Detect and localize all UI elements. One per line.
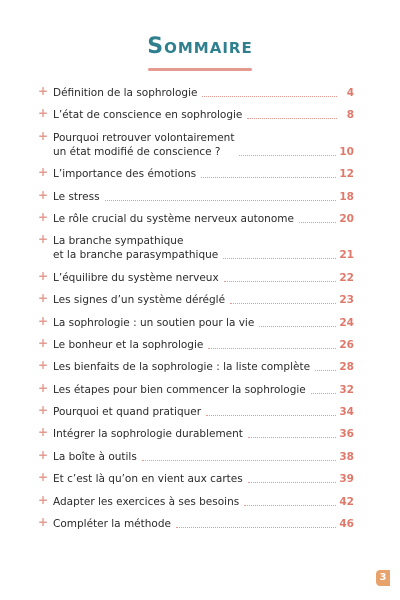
dot-leader [239, 155, 336, 156]
toc-page-number: 18 [339, 190, 354, 203]
toc-page-number: 39 [339, 473, 354, 486]
plus-icon: + [38, 380, 49, 395]
toc-page-number: 8 [346, 109, 354, 122]
plus-icon: + [38, 165, 49, 180]
plus-icon: + [38, 209, 49, 224]
toc-page-number: 46 [339, 518, 354, 531]
toc-page-number: 22 [339, 271, 354, 284]
dot-leader [248, 482, 337, 483]
toc-entry-title-line: Les signes d’un système déréglé [53, 294, 226, 307]
dot-leader [259, 326, 336, 327]
toc-entry[interactable] [38, 293, 354, 307]
dot-leader [315, 370, 336, 371]
toc-entry[interactable] [38, 167, 354, 181]
toc-page-number: 34 [339, 406, 354, 419]
toc-page-number: 36 [339, 428, 354, 441]
dot-leader [176, 527, 336, 528]
plus-icon: + [38, 128, 49, 143]
plus-icon: + [38, 492, 49, 507]
plus-icon: + [38, 291, 49, 306]
dot-leader [206, 415, 336, 416]
dot-leader [208, 348, 336, 349]
toc-entry-title-line: La boîte à outils [53, 450, 137, 463]
toc-page-number: 26 [339, 338, 354, 351]
toc-entry[interactable] [38, 128, 354, 159]
dot-leader [202, 96, 337, 97]
toc-entry-title-line: et la branche parasympathique [53, 249, 219, 262]
plus-icon: + [38, 447, 49, 462]
toc-entry[interactable] [38, 209, 354, 226]
toc-entry-title [53, 495, 239, 509]
toc-entry-title-line: L’importance des émotions [53, 168, 197, 181]
plus-icon: + [38, 403, 49, 418]
toc-entry-title-line: L’état de conscience en sophrologie [53, 109, 243, 122]
toc-entry[interactable] [38, 427, 354, 441]
toc-page-number: 23 [339, 294, 354, 307]
plus-icon: + [38, 106, 49, 121]
table-of-contents [38, 86, 354, 539]
toc-entry-title-line: Adapter les exercices à ses besoins [53, 495, 240, 508]
dot-leader [299, 222, 336, 223]
toc-entry[interactable] [38, 187, 354, 204]
toc-entry-title-line: Et c’est là qu’on en vient aux cartes [53, 473, 243, 486]
toc-entry-title [53, 472, 243, 486]
toc-entry-title [53, 360, 310, 374]
dot-leader [230, 303, 336, 304]
plus-icon: + [38, 268, 49, 283]
dot-leader [142, 460, 337, 461]
toc-entry[interactable] [38, 86, 354, 100]
toc-entry-title [53, 86, 197, 100]
toc-entry[interactable] [38, 472, 354, 486]
toc-entry-title [53, 131, 234, 159]
toc-entry-title [53, 212, 294, 226]
toc-entry[interactable] [38, 360, 354, 374]
toc-entry-title [53, 234, 218, 262]
toc-entry-title-line: La sophrologie : un soutien pour la vie [53, 316, 255, 329]
toc-entry[interactable] [38, 108, 354, 122]
toc-entry-title [53, 450, 137, 464]
toc-page-number: 32 [339, 383, 354, 396]
plus-icon: + [38, 425, 49, 440]
toc-page-number: 21 [339, 249, 354, 262]
plus-icon: + [38, 335, 49, 350]
toc-page-number: 28 [339, 361, 354, 374]
toc-entry-title [53, 108, 242, 122]
dot-leader [244, 505, 336, 506]
toc-entry[interactable] [38, 380, 354, 397]
toc-entry-title [53, 517, 171, 531]
dot-leader [223, 258, 336, 259]
dot-leader [105, 200, 337, 201]
toc-entry-title-line: Pourquoi et quand pratiquer [53, 406, 202, 419]
toc-entry-title-line: Pourquoi retrouver volontairement [53, 131, 235, 144]
toc-entry-title-line: Les étapes pour bien commencer la sophrologie [53, 383, 306, 396]
dot-leader [248, 437, 336, 438]
toc-entry[interactable] [38, 517, 354, 531]
toc-entry-title [53, 405, 201, 419]
dot-leader [224, 281, 337, 282]
title-underline [148, 68, 252, 71]
toc-entry-title [53, 271, 219, 285]
toc-entry-title [53, 167, 196, 181]
dot-leader [247, 118, 337, 119]
toc-entry[interactable] [38, 268, 354, 285]
toc-entry-title-line: Compléter la méthode [53, 518, 171, 531]
toc-entry[interactable] [38, 335, 354, 352]
toc-page-number: 42 [339, 495, 354, 508]
toc-entry-title-line: L’équilibre du système nerveux [53, 271, 219, 284]
toc-entry-title [53, 338, 203, 352]
toc-entry-title-line: Le bonheur et la sophrologie [53, 338, 204, 351]
toc-entry-title [53, 383, 306, 397]
plus-icon: + [38, 313, 49, 328]
toc-page-number: 38 [339, 450, 354, 463]
plus-icon: + [38, 358, 49, 373]
plus-icon: + [38, 187, 49, 202]
toc-entry-title-line: Le stress [53, 190, 100, 203]
dot-leader [311, 393, 337, 394]
toc-entry[interactable] [38, 405, 354, 419]
toc-entry-title [53, 316, 254, 330]
toc-page-number: 24 [339, 316, 354, 329]
page-folio: 3 [376, 570, 390, 586]
toc-page-number: 10 [339, 145, 354, 158]
toc-entry-title-line: un état modifié de conscience ? [53, 145, 221, 158]
toc-page-number: 20 [339, 212, 354, 225]
plus-icon: + [38, 515, 49, 530]
plus-icon: + [38, 84, 49, 98]
dot-leader [201, 177, 336, 178]
toc-entry-title-line: La branche sympathique [53, 235, 184, 248]
toc-entry-title-line: Le rôle crucial du système nerveux autonome [53, 212, 294, 225]
page-title: Sommaire [147, 34, 253, 59]
toc-entry[interactable] [38, 234, 354, 262]
toc-entry-title-line: Les bienfaits de la sophrologie : la liste complète [53, 361, 311, 374]
plus-icon: + [38, 232, 49, 247]
toc-entry-title [53, 190, 100, 204]
toc-entry-title [53, 293, 225, 307]
toc-entry[interactable] [38, 492, 354, 509]
toc-page-number: 12 [339, 168, 354, 181]
toc-entry[interactable] [38, 447, 354, 464]
toc-entry[interactable] [38, 313, 354, 330]
plus-icon: + [38, 470, 49, 485]
toc-entry-title-line: Intégrer la sophrologie durablement [53, 428, 243, 441]
toc-entry-title [53, 427, 243, 441]
toc-entry-title-line: Définition de la sophrologie [53, 87, 198, 99]
toc-page-number: 4 [346, 87, 354, 99]
